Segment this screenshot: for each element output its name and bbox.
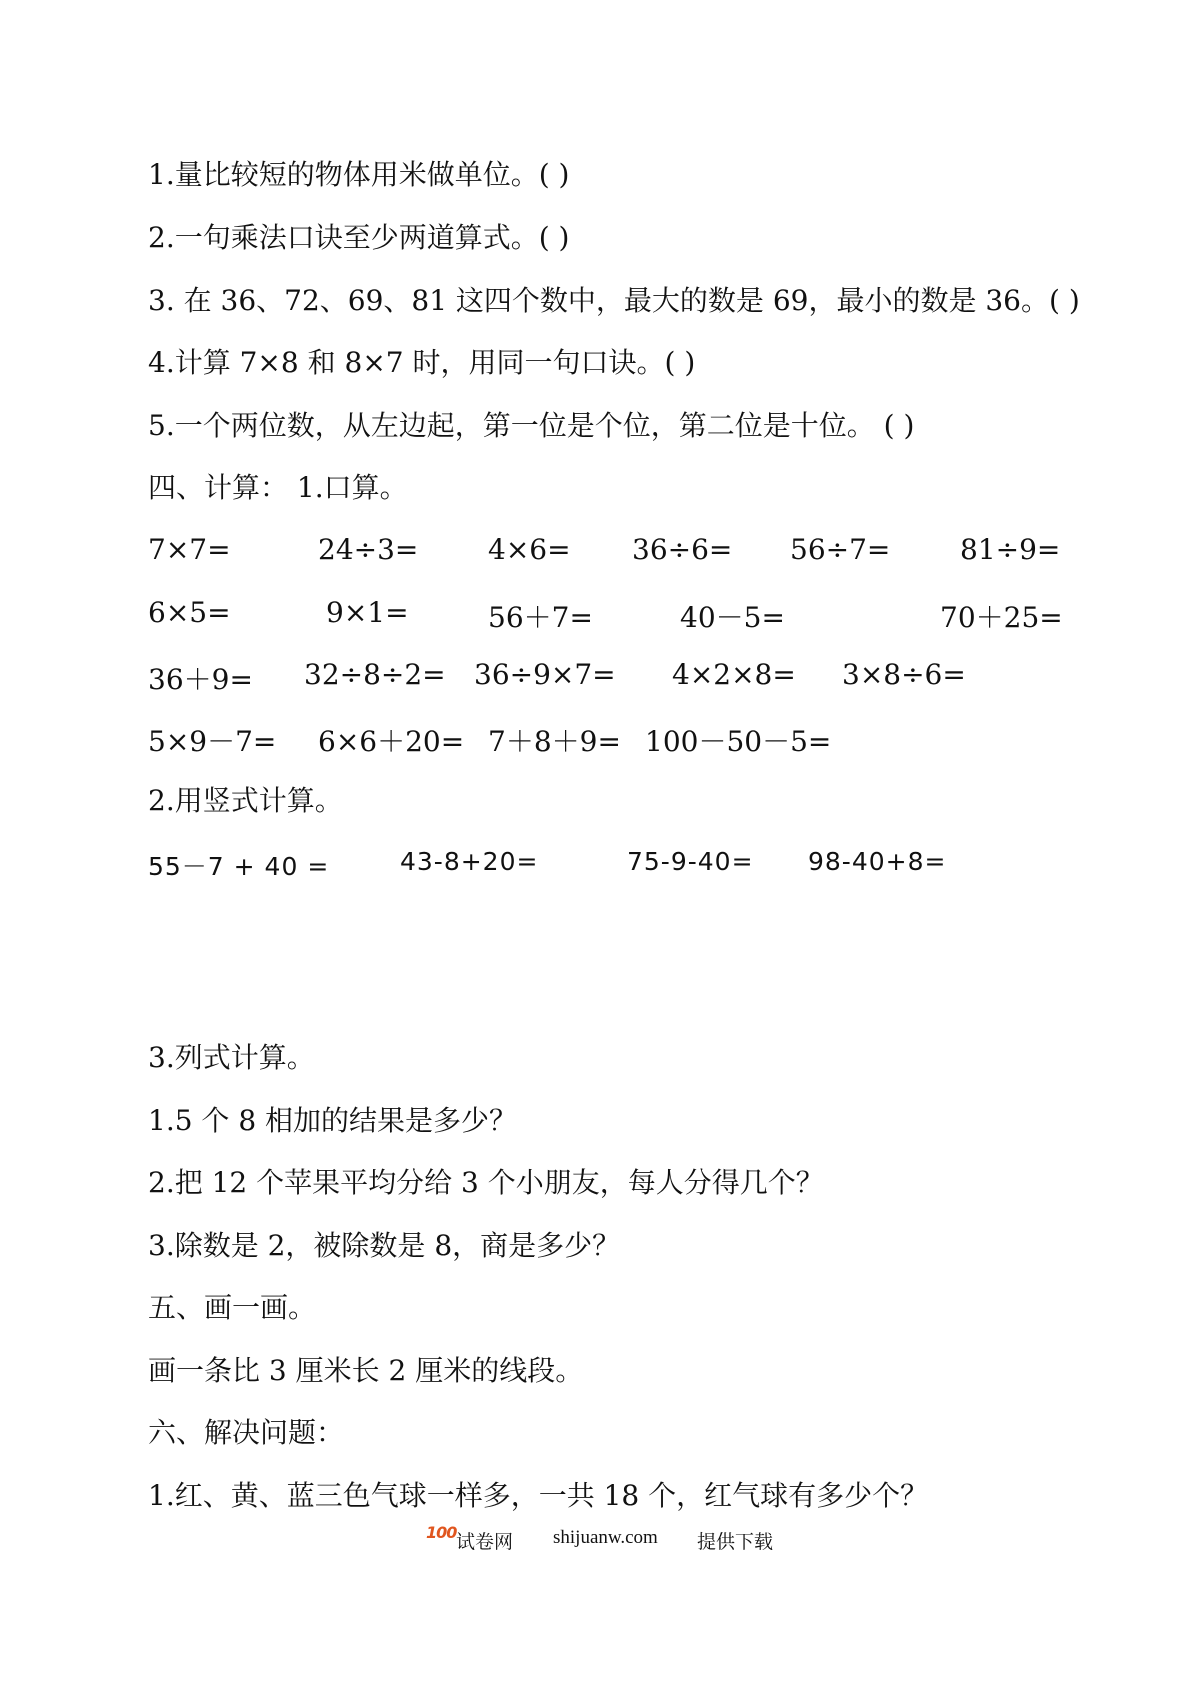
footer-note: 提供下载 — [697, 1531, 774, 1553]
footer-logo-text: 试卷网 — [456, 1531, 514, 1553]
vertical-calc-item: 55－7 + 40 = — [148, 852, 330, 881]
page-footer — [0, 1523, 1191, 1557]
oral-item: 5×9－7= — [148, 725, 277, 758]
oral-item: 70＋25= — [940, 601, 1063, 634]
section-4-heading: 四、计算： 1.口算。 — [148, 471, 408, 504]
oral-item: 6×5= — [148, 596, 231, 629]
oral-item: 36＋9= — [148, 663, 253, 696]
oral-row-2 — [0, 596, 1191, 636]
oral-item: 36÷6= — [632, 533, 733, 566]
logo-number: 100 — [426, 1523, 457, 1542]
oral-item: 7×7= — [148, 533, 231, 566]
oral-item: 32÷8÷2= — [304, 658, 446, 691]
vertical-calc-item: 98-40+8= — [808, 847, 947, 876]
equation-item-1: 1.5 个 8 相加的结果是多少？ — [148, 1104, 518, 1137]
vertical-calc-heading: 2.用竖式计算。 — [148, 784, 343, 817]
oral-item: 36÷9×7= — [474, 658, 616, 691]
oral-row-3 — [0, 658, 1191, 698]
judgement-item-5: 5.一个两位数，从左边起，第一位是个位，第二位是十位。 ( ) — [148, 409, 915, 442]
oral-row-1 — [0, 533, 1191, 573]
oral-item: 7＋8＋9= — [488, 725, 621, 758]
oral-item: 6×6＋20= — [318, 725, 465, 758]
judgement-item-4: 4.计算 7×8 和 8×7 时，用同一句口诀。( ) — [148, 346, 696, 379]
section-6-question-1: 1.红、黄、蓝三色气球一样多，一共 18 个，红气球有多少个？ — [148, 1479, 929, 1512]
oral-item: 81÷9= — [960, 533, 1061, 566]
oral-item: 40－5= — [680, 601, 785, 634]
vertical-calc-item: 75-9-40= — [627, 847, 754, 876]
oral-item: 4×2×8= — [672, 658, 796, 691]
section-6-heading: 六、解决问题： — [148, 1416, 345, 1449]
oral-item: 56÷7= — [790, 533, 891, 566]
oral-item: 24÷3= — [318, 533, 419, 566]
equation-item-3: 3.除数是 2，被除数是 8，商是多少？ — [148, 1229, 621, 1262]
oral-item: 9×1= — [326, 596, 409, 629]
judgement-item-2: 2.一句乘法口诀至少两道算式。( ) — [148, 221, 570, 254]
vertical-calc-row — [0, 847, 1191, 887]
oral-row-4 — [0, 720, 1191, 760]
oral-item: 4×6= — [488, 533, 571, 566]
footer-site: shijuanw.com — [553, 1527, 658, 1548]
vertical-calc-item: 43-8+20= — [400, 847, 539, 876]
equation-item-2: 2.把 12 个苹果平均分给 3 个小朋友，每人分得几个？ — [148, 1166, 824, 1199]
judgement-item-1: 1.量比较短的物体用米做单位。( ) — [148, 158, 570, 191]
oral-item: 100－50－5= — [645, 725, 832, 758]
judgement-item-3: 3. 在 36、72、69、81 这四个数中，最大的数是 69，最小的数是 36。( ) — [148, 284, 1080, 317]
section-5-heading: 五、画一画。 — [148, 1291, 317, 1324]
section-5-task: 画一条比 3 厘米长 2 厘米的线段。 — [148, 1354, 584, 1387]
oral-item: 3×8÷6= — [842, 658, 966, 691]
oral-item: 56＋7= — [488, 601, 593, 634]
equation-heading: 3.列式计算。 — [148, 1041, 315, 1074]
